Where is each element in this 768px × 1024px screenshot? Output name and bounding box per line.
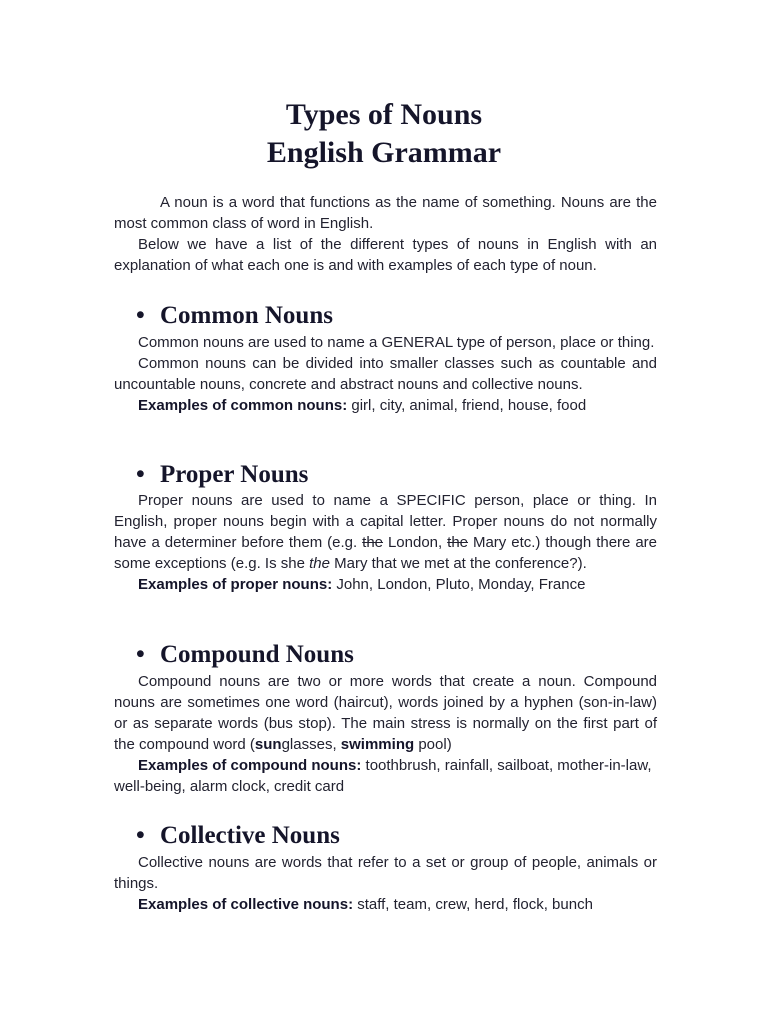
section-heading-common-nouns: [136, 301, 333, 331]
examples-label: Examples of common nouns:: [138, 397, 348, 414]
document-title: [0, 96, 768, 172]
section-paragraph: Common nouns are used to name a GENERAL type of person, place or thing.: [138, 334, 655, 351]
bold-word: swimming: [340, 736, 415, 753]
section-paragraph: [114, 490, 657, 574]
struck-word: the: [447, 534, 469, 551]
title-line-2: English Grammar: [266, 136, 502, 169]
examples-line: [114, 395, 657, 416]
bullet-icon: •: [136, 461, 145, 488]
section-heading-text: Proper Nouns: [160, 461, 309, 488]
examples-text: staff, team, crew, herd, flock, bunch: [357, 896, 593, 913]
examples-label: Examples of compound nouns:: [138, 757, 362, 774]
section-body-collective-nouns: [114, 852, 657, 915]
examples-text: John, London, Pluto, Monday, France: [336, 576, 586, 593]
section-body-common-nouns: [114, 332, 657, 416]
paragraph-text: Mary that we met at the conference?).: [334, 555, 587, 572]
paragraph-text: glasses,: [281, 736, 337, 753]
title-line-1: Types of Nouns: [285, 98, 483, 131]
bullet-icon: •: [136, 641, 145, 668]
examples-label: Examples of proper nouns:: [138, 576, 333, 593]
struck-word: the: [362, 534, 384, 551]
intro-paragraph: A noun is a word that functions as the name of something. Nouns are the most common class of word in English.: [114, 194, 657, 232]
paragraph-text: Proper nouns are used to name a SPECIFIC person, place or thing. In English, proper nouns begin with a capital letter. Proper nouns do not normally have a determiner before them (e.g.: [114, 492, 657, 551]
bold-syllable: sun: [254, 736, 282, 753]
examples-line: [114, 894, 657, 915]
section-heading-proper-nouns: [136, 460, 308, 490]
intro-section: [114, 192, 657, 276]
section-heading-text: Collective Nouns: [160, 822, 340, 849]
examples-line: [114, 574, 657, 595]
section-heading-text: Compound Nouns: [160, 641, 354, 668]
section-body-proper-nouns: [114, 490, 657, 595]
examples-line: [114, 755, 657, 797]
section-heading-collective-nouns: [136, 821, 340, 851]
section-paragraph: Common nouns can be divided into smaller classes such as countable and uncountable nouns, concrete and abstract nouns and collective nouns.: [114, 355, 657, 393]
intro-paragraph: Below we have a list of the different types of nouns in English with an explanation of what each one is and with examples of each type of noun.: [114, 236, 657, 274]
section-heading-compound-nouns: [136, 640, 354, 670]
examples-text: toothbrush, rainfall, sailboat, mother-in-law, well-being, alarm clock, credit card: [114, 757, 652, 795]
italic-word: the: [309, 555, 330, 572]
bullet-icon: •: [136, 302, 145, 329]
paragraph-text: pool): [418, 736, 452, 753]
paragraph-text: Mary etc.) though there are some exceptions (e.g. Is she: [114, 534, 658, 572]
examples-text: girl, city, animal, friend, house, food: [351, 397, 587, 414]
section-body-compound-nouns: [114, 671, 657, 797]
examples-label: Examples of collective nouns:: [138, 896, 354, 913]
section-paragraph: [114, 671, 657, 755]
section-paragraph: Collective nouns are words that refer to a set or group of people, animals or things.: [114, 854, 657, 892]
section-heading-text: Common Nouns: [160, 302, 333, 329]
bullet-icon: •: [136, 822, 145, 849]
paragraph-text: Compound nouns are two or more words that create a noun. Compound nouns are sometimes one word (haircut), words joined by a hyphen (son-in-law) or as separate words (bus stop). The main stress is normally on the first part of the compound word (: [114, 673, 657, 753]
paragraph-text: London,: [387, 534, 443, 551]
